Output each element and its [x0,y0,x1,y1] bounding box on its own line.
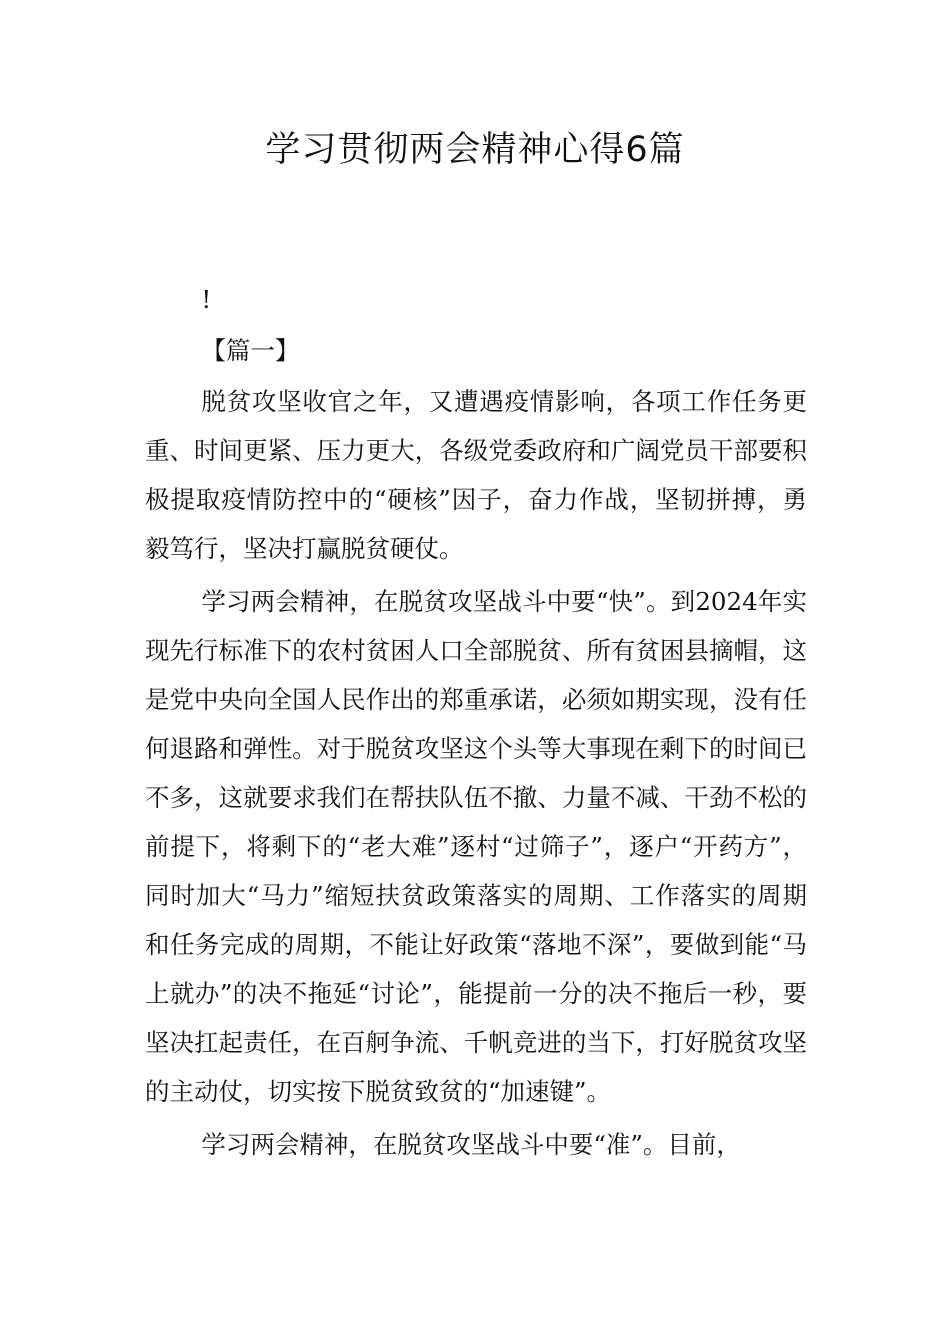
paragraph: 学习两会精神，在脱贫攻坚战斗中要“准”。目前， [201,1130,741,1159]
paragraph: 学习两会精神，在脱贫攻坚战斗中要“快”。到2024年实现先行标准下的农村贫困人口全部脱贫、所有贫困县摘帽，这是党中央向全国人民作出的郑重承诺，必须如期实现，没有任何退路和弹性。对于脱贫攻坚这个头等大事现在剩下的时间已不多，这就要求我们在帮扶队伍不撤、力量不减、干劲不松的前提下，将剩下的“老大难”逐村“过筛子”，逐户“开药方”，同时加大“马力”缩短扶贫政策落实的周期、工作落实的周期和任务完成的周期，不能让好政策“落地不深”，要做到能“马上就办”的决不拖延“讨论”，能提前一分的决不拖后一秒，要坚决扛起责任，在百舸争流、千帆竞进的当下，打好脱贫攻坚的主动仗，切实按下脱贫致贫的“加速键”。 [145,587,807,1106]
marker-line: ! [201,285,212,314]
section-heading: 【篇一】 [201,336,300,365]
document-body [145,275,807,1169]
document-title: 学习贯彻两会精神心得6篇 [265,130,685,170]
paragraph: 脱贫攻坚收官之年，又遭遇疫情影响，各项工作任务更重、时间更紧、压力更大，各级党委政府和广阔党员干部要积极提取疫情防控中的“硬核”因子，奋力作战，坚韧拼搏，勇毅笃行，坚决打赢脱贫硬仗。 [145,387,807,563]
